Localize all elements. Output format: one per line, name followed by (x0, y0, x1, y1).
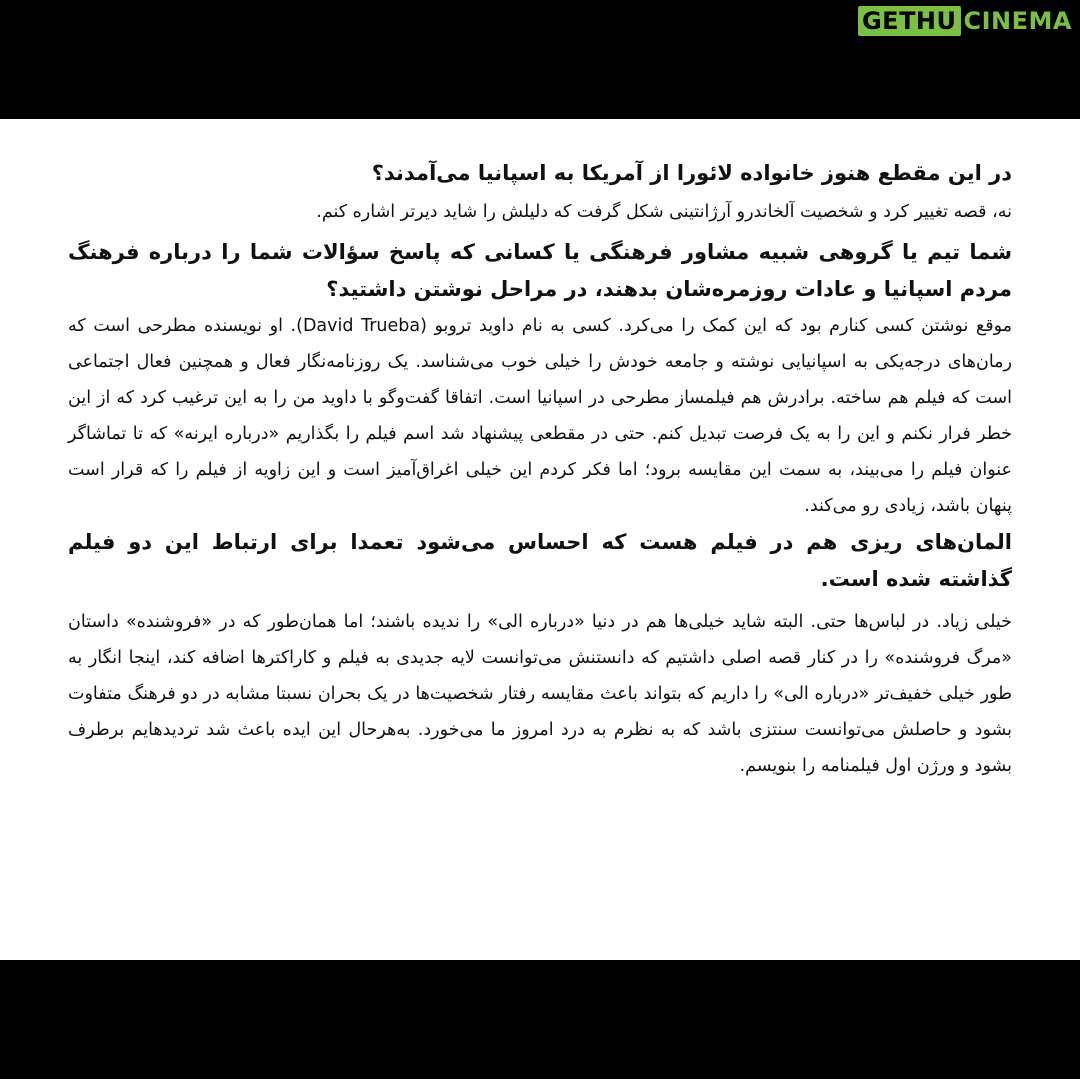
article-page (0, 119, 1080, 960)
article-body (68, 155, 1012, 784)
interview-question: شما تیم یا گروهی شبیه مشاور فرهنگی یا کسانی که پاسخ سؤالات شما را درباره فرهنگ مردم اسپانیا و عادات روزمره‌شان بدهند، در مراحل نوشتن داشتید؟ (68, 240, 1012, 301)
interview-answer: خیلی زیاد. در لباس‌ها حتی. البته شاید خیلی‌ها هم در دنیا «درباره الی» را ندیده باشند؛ اما همان‌طور که در «فروشنده» داستان «مرگ فروشنده» را در کنار قصه اصلی داشتیم که دانستنش می‌توانست لایه جدیدی به فیلم و کاراکترها اضافه کند، اینجا انگار به طور خیلی خفیف‌تر «درباره الی» را داریم که بتواند باعث مقایسه رفتار شخصیت‌ها در یک بحران نسبتا مشابه در دو فرهنگ متفاوت بشود و حاصلش می‌توانست سنتزی باشد که به نظرم به درد امروز ما می‌خورد. به‌هرحال این ایده باعث شد تردیدهایم برطرف بشود و ورژن اول فیلمنامه را بنویسم. (68, 612, 1012, 776)
watermark-part2: CINEMA (963, 7, 1072, 35)
interview-answer: نه، قصه تغییر کرد و شخصیت آلخاندرو آرژانتینی شکل گرفت که دلیلش را شاید دیرتر اشاره کنم. (316, 202, 1012, 222)
watermark-logo (858, 6, 1072, 36)
interview-answer: موقع نوشتن کسی کنارم بود که این کمک را می‌کرد. کسی به نام داوید تروبو (David Trueba). او نویسنده مطرحی است که رمان‌های درجه‌یکی به اسپانیایی نوشته و جامعه خودش را خیلی خوب می‌شناسد. یک روزنامه‌نگار فعال و همچنین فعال اجتماعی است که فیلم هم ساخته. برادرش هم فیلمساز مطرحی در اسپانیا است. اتفاقا گفت‌وگو با داوید من را به این ترغیب کرد که از این خطر فرار نکنم و این را به یک فرصت تبدیل کنم. حتی در مقطعی پیشنهاد شد اسم فیلم را بگذاریم «درباره ایرنه» که تا تماشاگر عنوان فیلم را می‌بیند، به سمت این مقایسه برود؛ اما فکر کردم این خیلی اغراق‌آمیز است و این زاویه از فیلم را که قرار است پنهان باشد، زیادی رو می‌کند. (68, 316, 1013, 516)
watermark-part1: GETHU (858, 6, 961, 36)
interview-question: در این مقطع هنوز خانواده لائورا از آمریکا به اسپانیا می‌آمدند؟ (371, 161, 1012, 185)
interview-question: المان‌های ریزی هم در فیلم هست که احساس می‌شود تعمدا برای ارتباط این دو فیلم گذاشته شده است. (68, 530, 1012, 591)
